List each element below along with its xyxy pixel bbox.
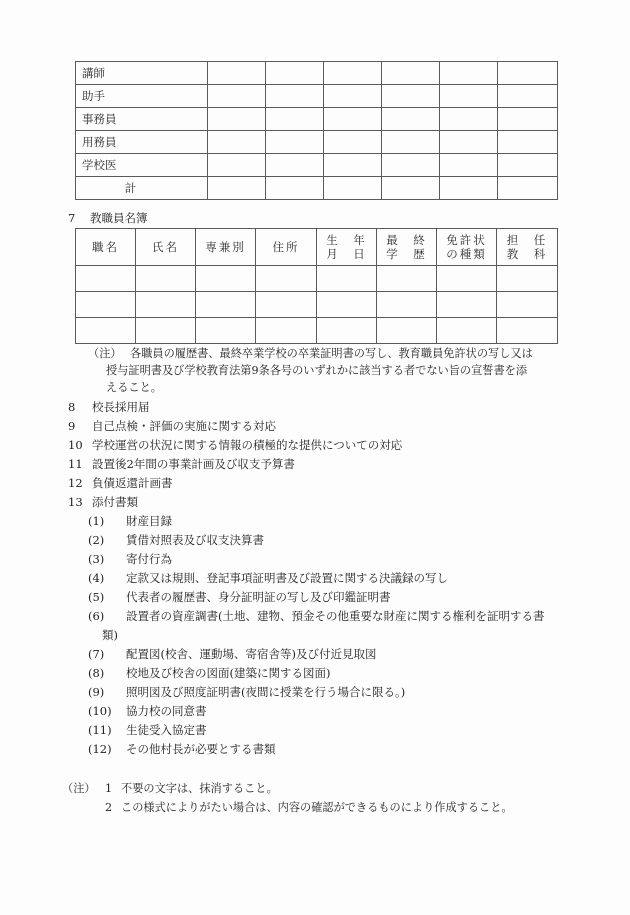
roster-cell[interactable] xyxy=(377,318,437,344)
footnote-text: この様式によりがたい場合は、内容の確認ができるものにより作成すること。 xyxy=(121,801,513,814)
list-item xyxy=(68,455,402,474)
staff-cell[interactable] xyxy=(266,108,324,131)
roster-col-line2: 月 日 xyxy=(326,247,367,261)
roster-col-tanninkyoka xyxy=(497,229,558,266)
roster-cell[interactable] xyxy=(317,292,377,318)
staff-total-cell[interactable] xyxy=(382,177,440,200)
staff-count-table xyxy=(75,61,558,200)
staff-cell[interactable] xyxy=(382,131,440,154)
staff-total-cell[interactable] xyxy=(440,177,498,200)
roster-cell[interactable] xyxy=(256,266,317,292)
subitem-number: (12) xyxy=(88,742,112,756)
table-row xyxy=(76,131,558,154)
roster-header-row xyxy=(76,229,558,266)
table-row xyxy=(76,108,558,131)
attachment-sub-list xyxy=(88,512,568,759)
staff-cell[interactable] xyxy=(324,108,382,131)
staff-cell[interactable] xyxy=(440,108,498,131)
roster-col-line1: 職名 xyxy=(92,239,119,254)
item-number: 11 xyxy=(68,457,83,471)
list-item xyxy=(88,721,568,740)
roster-col-line1: 専兼別 xyxy=(205,239,246,254)
subitem-label: 設置者の資産調書(土地、建物、預金その他重要な財産に関する権利を証明する書 xyxy=(126,609,545,623)
roster-note-line-1 xyxy=(88,345,566,362)
roster-col-shimei xyxy=(136,229,196,266)
staff-cell[interactable] xyxy=(324,154,382,177)
document-footnote xyxy=(62,779,513,817)
staff-cell[interactable] xyxy=(498,154,558,177)
subitem-number: (2) xyxy=(88,533,105,547)
roster-cell[interactable] xyxy=(196,266,256,292)
roster-col-seinengappi xyxy=(317,229,377,266)
item-number: 9 xyxy=(68,419,76,433)
item-number: 10 xyxy=(68,438,83,452)
roster-note-line-2 xyxy=(88,362,566,379)
table-row xyxy=(76,62,558,85)
subitem-label: 生徒受入協定書 xyxy=(126,723,207,737)
list-item xyxy=(88,588,568,607)
subitem-number: (3) xyxy=(88,552,105,566)
roster-col-line1: 免許状 xyxy=(446,232,487,247)
staff-cell[interactable] xyxy=(440,154,498,177)
staff-cell[interactable] xyxy=(382,154,440,177)
staff-row-label: 学校医 xyxy=(76,154,208,177)
list-item xyxy=(88,702,568,721)
subitem-label: 賃借対照表及び収支決算書 xyxy=(126,533,264,547)
roster-col-menkyojo xyxy=(437,229,497,266)
list-item xyxy=(88,531,568,550)
list-item xyxy=(88,607,568,645)
table-row xyxy=(76,292,558,318)
roster-cell[interactable] xyxy=(497,318,558,344)
subitem-number: (5) xyxy=(88,590,105,604)
item-number: 12 xyxy=(68,476,83,490)
subitem-label: 定款又は規則、登記事項証明書及び設置に関する決議録の写し xyxy=(126,571,448,585)
staff-count-table-body xyxy=(76,62,558,200)
item-number: 13 xyxy=(68,495,83,509)
roster-note-text: 授与証明書及び学校教育法第9条各号のいずれかに該当する者でない旨の宣誓書を添 xyxy=(106,364,528,377)
table-row xyxy=(76,154,558,177)
list-item xyxy=(88,645,568,664)
subitem-label: その他村長が必要とする書類 xyxy=(126,742,276,756)
staff-cell[interactable] xyxy=(324,131,382,154)
roster-note-marker: （注） xyxy=(88,347,122,360)
subitem-number: (11) xyxy=(88,723,112,737)
roster-cell[interactable] xyxy=(196,292,256,318)
numbered-item-list xyxy=(68,398,402,512)
table-row-total xyxy=(76,177,558,200)
staff-row-label: 事務員 xyxy=(76,108,208,131)
roster-col-line1: 氏名 xyxy=(152,239,179,254)
subitem-number: (9) xyxy=(88,685,105,699)
staff-cell[interactable] xyxy=(440,62,498,85)
staff-cell[interactable] xyxy=(382,108,440,131)
staff-cell[interactable] xyxy=(498,108,558,131)
roster-col-line1: 生 年 xyxy=(326,232,367,247)
staff-total-label: 計 xyxy=(76,177,208,200)
footnote-number: 1 xyxy=(105,782,113,795)
staff-cell[interactable] xyxy=(266,85,324,108)
subitem-number: (4) xyxy=(88,571,105,585)
roster-col-line2: 教 科 xyxy=(506,247,548,261)
roster-cell[interactable] xyxy=(196,318,256,344)
staff-cell[interactable] xyxy=(324,85,382,108)
list-item xyxy=(88,683,568,702)
staff-cell[interactable] xyxy=(498,62,558,85)
roster-col-line2: 学 歴 xyxy=(386,247,427,261)
roster-col-shokumei xyxy=(76,229,136,266)
roster-cell[interactable] xyxy=(377,266,437,292)
roster-table-head xyxy=(76,229,558,266)
subitem-number: (6) xyxy=(88,609,105,623)
roster-cell[interactable] xyxy=(76,266,136,292)
staff-row-label: 用務員 xyxy=(76,131,208,154)
table-row xyxy=(76,266,558,292)
list-item xyxy=(88,569,568,588)
roster-cell[interactable] xyxy=(377,292,437,318)
staff-cell[interactable] xyxy=(208,154,266,177)
table-row xyxy=(76,85,558,108)
roster-cell[interactable] xyxy=(437,292,497,318)
roster-col-line1: 担 任 xyxy=(506,232,548,247)
list-item xyxy=(88,512,568,531)
staff-cell[interactable] xyxy=(266,154,324,177)
list-item xyxy=(68,417,402,436)
roster-cell[interactable] xyxy=(136,266,196,292)
staff-cell[interactable] xyxy=(382,62,440,85)
footnote-text: 不要の文字は、抹消すること。 xyxy=(121,782,278,795)
roster-col-senkenbetsu xyxy=(196,229,256,266)
subitem-label: 配置図(校舎、運動場、寄宿舎等)及び付近見取図 xyxy=(126,647,377,661)
subitem-number: (7) xyxy=(88,647,105,661)
subitem-number: (10) xyxy=(88,704,112,718)
staff-cell[interactable] xyxy=(266,62,324,85)
subitem-number: (8) xyxy=(88,666,105,680)
subitem-wrap-line: 類) xyxy=(102,628,118,642)
roster-section-title: 教職員名簿 xyxy=(90,211,148,225)
roster-table-body xyxy=(76,266,558,344)
staff-cell[interactable] xyxy=(208,131,266,154)
list-item xyxy=(88,550,568,569)
roster-col-line1: 住所 xyxy=(272,239,300,254)
subitem-label: 代表者の履歴書、身分証明証の写し及び印鑑証明書 xyxy=(126,590,391,604)
staff-cell[interactable] xyxy=(440,131,498,154)
roster-section-heading xyxy=(68,210,148,226)
staff-cell[interactable] xyxy=(266,131,324,154)
subitem-label: 照明図及び照度証明書(夜間に授業を行う場合に限る。) xyxy=(126,685,406,699)
roster-cell[interactable] xyxy=(497,292,558,318)
list-item xyxy=(88,740,568,759)
roster-cell[interactable] xyxy=(437,318,497,344)
roster-col-line1: 最 終 xyxy=(386,232,427,247)
item-label: 校長採用届 xyxy=(92,400,150,414)
list-item xyxy=(68,436,402,455)
teacher-roster-table xyxy=(75,228,558,344)
roster-cell[interactable] xyxy=(256,292,317,318)
table-row xyxy=(76,318,558,344)
roster-note-text: 各職員の履歴書、最終卒業学校の卒業証明書の写し、教育職員免許状の写し又は xyxy=(130,347,533,360)
roster-cell[interactable] xyxy=(437,266,497,292)
footnote-number: 2 xyxy=(105,801,113,814)
item-label: 学校運営の状況に関する情報の積極的な提供についての対応 xyxy=(92,438,403,452)
roster-note xyxy=(88,345,566,396)
subitem-number: (1) xyxy=(88,514,105,528)
subitem-label: 校地及び校舎の図面(建築に関する図面) xyxy=(126,666,331,680)
list-item xyxy=(68,398,402,417)
list-item xyxy=(68,493,402,512)
footnote-row xyxy=(62,779,513,798)
item-number: 8 xyxy=(68,400,76,414)
roster-col-jusho xyxy=(256,229,317,266)
footnote-row xyxy=(62,798,513,817)
roster-cell[interactable] xyxy=(76,292,136,318)
footnote-label: （注） xyxy=(62,782,96,795)
staff-cell[interactable] xyxy=(208,108,266,131)
roster-note-line-3 xyxy=(88,379,566,396)
staff-cell[interactable] xyxy=(382,85,440,108)
roster-cell[interactable] xyxy=(136,318,196,344)
staff-cell[interactable] xyxy=(324,62,382,85)
roster-cell[interactable] xyxy=(317,318,377,344)
subitem-label: 協力校の同意書 xyxy=(126,704,207,718)
item-label: 負債返還計画書 xyxy=(92,476,173,490)
staff-total-cell[interactable] xyxy=(266,177,324,200)
item-label: 設置後2年間の事業計画及び収支予算書 xyxy=(92,457,295,471)
subitem-label: 寄付行為 xyxy=(126,552,172,566)
staff-cell[interactable] xyxy=(440,85,498,108)
roster-note-text: えること。 xyxy=(106,381,162,394)
staff-total-cell[interactable] xyxy=(324,177,382,200)
roster-cell[interactable] xyxy=(256,318,317,344)
item-label: 添付書類 xyxy=(92,495,138,509)
staff-total-cell[interactable] xyxy=(208,177,266,200)
item-label: 自己点検・評価の実施に関する対応 xyxy=(92,419,276,433)
roster-section-number: 7 xyxy=(68,211,76,225)
roster-cell[interactable] xyxy=(317,266,377,292)
staff-row-label: 助手 xyxy=(76,85,208,108)
list-item xyxy=(88,664,568,683)
staff-total-cell[interactable] xyxy=(498,177,558,200)
staff-cell[interactable] xyxy=(498,85,558,108)
roster-col-saishugakureki xyxy=(377,229,437,266)
list-item xyxy=(68,474,402,493)
staff-cell[interactable] xyxy=(208,85,266,108)
staff-cell[interactable] xyxy=(208,62,266,85)
roster-cell[interactable] xyxy=(497,266,558,292)
roster-col-line2: の種類 xyxy=(446,247,487,261)
roster-cell[interactable] xyxy=(76,318,136,344)
staff-row-label: 講師 xyxy=(76,62,208,85)
subitem-label: 財産目録 xyxy=(126,514,172,528)
staff-cell[interactable] xyxy=(498,131,558,154)
roster-cell[interactable] xyxy=(136,292,196,318)
